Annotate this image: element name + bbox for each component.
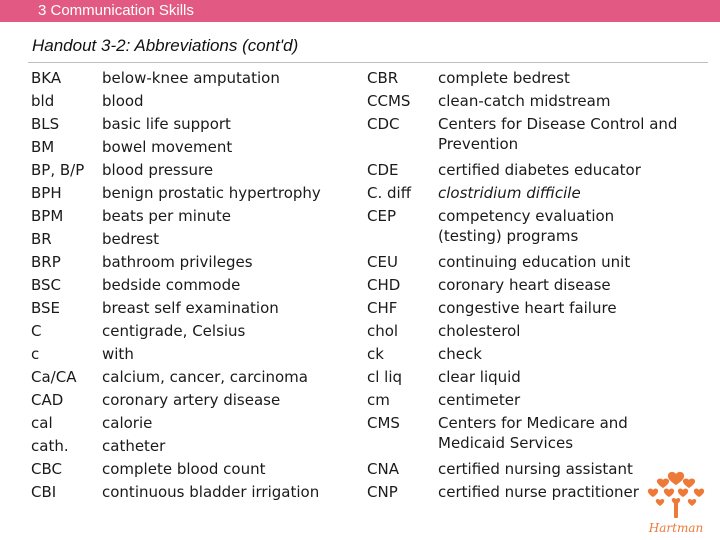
definition: centigrade, Celsius bbox=[102, 322, 246, 340]
definition: coronary artery disease bbox=[102, 391, 281, 409]
abbreviation: CBI bbox=[31, 483, 57, 501]
definition: below-knee amputation bbox=[102, 69, 280, 87]
definition: complete blood count bbox=[102, 460, 266, 478]
definition: catheter bbox=[102, 437, 166, 455]
abbreviation-row bbox=[31, 367, 351, 390]
abbreviation-row bbox=[31, 137, 351, 160]
abbreviation: CDC bbox=[367, 115, 400, 133]
abbreviation-row bbox=[367, 367, 667, 387]
abbreviation: BM bbox=[31, 138, 55, 156]
abbreviation-row bbox=[31, 321, 351, 344]
abbreviation-row bbox=[31, 114, 351, 137]
definition: certified nurse practitioner bbox=[438, 483, 639, 501]
abbreviation: C. diff bbox=[367, 184, 412, 202]
definition: continuous bladder irrigation bbox=[102, 483, 320, 501]
abbreviation: CEP bbox=[367, 207, 396, 225]
definition: certified nursing assistant bbox=[438, 460, 633, 478]
definition: Centers for Medicare and Medicaid Services bbox=[438, 414, 628, 452]
abbreviation: CHF bbox=[367, 299, 398, 317]
abbreviation-row bbox=[31, 459, 351, 482]
definition: basic life support bbox=[102, 115, 231, 133]
abbreviation-row bbox=[367, 298, 667, 318]
abbreviation-row bbox=[31, 390, 351, 413]
abbreviation: ck bbox=[367, 345, 384, 363]
abbreviation-row bbox=[367, 183, 667, 203]
definition: cholesterol bbox=[438, 322, 521, 340]
abbreviation: BSE bbox=[31, 299, 61, 317]
definition: calcium, cancer, carcinoma bbox=[102, 368, 308, 386]
definition: continuing education unit bbox=[438, 253, 631, 271]
definition: complete bedrest bbox=[438, 69, 570, 87]
abbreviation-row bbox=[367, 91, 667, 111]
abbreviation-row bbox=[367, 252, 667, 272]
abbreviation-row bbox=[367, 482, 667, 502]
abbreviation-row bbox=[367, 160, 667, 180]
abbreviation-row bbox=[367, 413, 667, 453]
abbreviation-row bbox=[31, 68, 351, 91]
abbreviation-row bbox=[367, 114, 678, 154]
definition: bathroom privileges bbox=[102, 253, 253, 271]
abbreviation: chol bbox=[367, 322, 399, 340]
svg-text:Hartman: Hartman bbox=[648, 521, 704, 535]
definition: blood pressure bbox=[102, 161, 214, 179]
hartman-logo bbox=[636, 460, 716, 538]
definition: blood bbox=[102, 92, 144, 110]
definition: coronary heart disease bbox=[438, 276, 611, 294]
abbreviation: BKA bbox=[31, 69, 62, 87]
definition: competency evaluation (testing) programs bbox=[438, 207, 615, 245]
definition: clostridium difficile bbox=[438, 184, 581, 202]
abbreviation: CEU bbox=[367, 253, 398, 271]
abbreviation: BPH bbox=[31, 184, 62, 202]
abbreviation: bld bbox=[31, 92, 55, 110]
definition: centimeter bbox=[438, 391, 521, 409]
abbreviation: C bbox=[31, 322, 42, 340]
abbreviation: BR bbox=[31, 230, 52, 248]
definition: bedside commode bbox=[102, 276, 241, 294]
abbreviation: cal bbox=[31, 414, 53, 432]
definition: with bbox=[102, 345, 134, 363]
abbreviation: CNA bbox=[367, 460, 399, 478]
definition: bedrest bbox=[102, 230, 160, 248]
definition: clean-catch midstream bbox=[438, 92, 611, 110]
abbreviation-row bbox=[367, 68, 667, 88]
abbreviation-row bbox=[31, 298, 351, 321]
definition: calorie bbox=[102, 414, 153, 432]
abbreviation: CHD bbox=[367, 276, 401, 294]
abbreviation: cath. bbox=[31, 437, 69, 455]
abbreviation-row bbox=[367, 390, 667, 410]
abbreviation-row bbox=[31, 91, 351, 114]
abbreviation: CNP bbox=[367, 483, 398, 501]
abbreviation: BP, B/P bbox=[31, 161, 85, 179]
abbreviation-row bbox=[31, 436, 351, 459]
abbreviation-row bbox=[367, 344, 667, 364]
header-bar bbox=[0, 0, 720, 22]
abbreviation: BPM bbox=[31, 207, 64, 225]
abbreviation: BSC bbox=[31, 276, 62, 294]
abbreviation: CMS bbox=[367, 414, 400, 432]
abbreviation-row bbox=[367, 206, 667, 246]
abbreviation-row bbox=[31, 229, 351, 252]
definition: benign prostatic hypertrophy bbox=[102, 184, 321, 202]
abbreviation-row bbox=[31, 275, 351, 298]
abbreviation: CCMS bbox=[367, 92, 411, 110]
abbreviation: CDE bbox=[367, 161, 399, 179]
definition: breast self examination bbox=[102, 299, 279, 317]
definition: congestive heart failure bbox=[438, 299, 617, 317]
abbreviation: CBC bbox=[31, 460, 62, 478]
abbreviation: CAD bbox=[31, 391, 64, 409]
abbreviation-row bbox=[367, 321, 667, 341]
abbreviation: cm bbox=[367, 391, 390, 409]
section-title: 3 Communication Skills bbox=[38, 2, 194, 19]
abbreviation-row bbox=[367, 275, 667, 295]
left-abbreviation-list bbox=[31, 68, 351, 505]
definition: bowel movement bbox=[102, 138, 233, 156]
abbreviation: Ca/CA bbox=[31, 368, 77, 386]
abbreviation-row bbox=[367, 459, 667, 479]
abbreviation-row bbox=[31, 252, 351, 275]
abbreviation-row bbox=[31, 344, 351, 367]
definition: Centers for Disease Control and Prevention bbox=[438, 115, 678, 153]
abbreviation: c bbox=[31, 345, 40, 363]
abbreviation-row bbox=[31, 206, 351, 229]
right-abbreviation-list bbox=[367, 68, 678, 505]
abbreviation: BLS bbox=[31, 115, 60, 133]
abbreviation-row bbox=[31, 482, 351, 505]
definition: clear liquid bbox=[438, 368, 521, 386]
abbreviation-row bbox=[31, 413, 351, 436]
abbreviation-row bbox=[31, 160, 351, 183]
abbreviation: cl liq bbox=[367, 368, 403, 386]
heart-tree-icon bbox=[648, 472, 704, 518]
abbreviation: BRP bbox=[31, 253, 61, 271]
definition: check bbox=[438, 345, 482, 363]
definition: beats per minute bbox=[102, 207, 231, 225]
handout-title: Handout 3-2: Abbreviations (cont'd) bbox=[32, 36, 299, 55]
abbreviation: CBR bbox=[367, 69, 399, 87]
definition: certified diabetes educator bbox=[438, 161, 641, 179]
title-divider bbox=[28, 62, 708, 63]
abbreviation-row bbox=[31, 183, 351, 206]
